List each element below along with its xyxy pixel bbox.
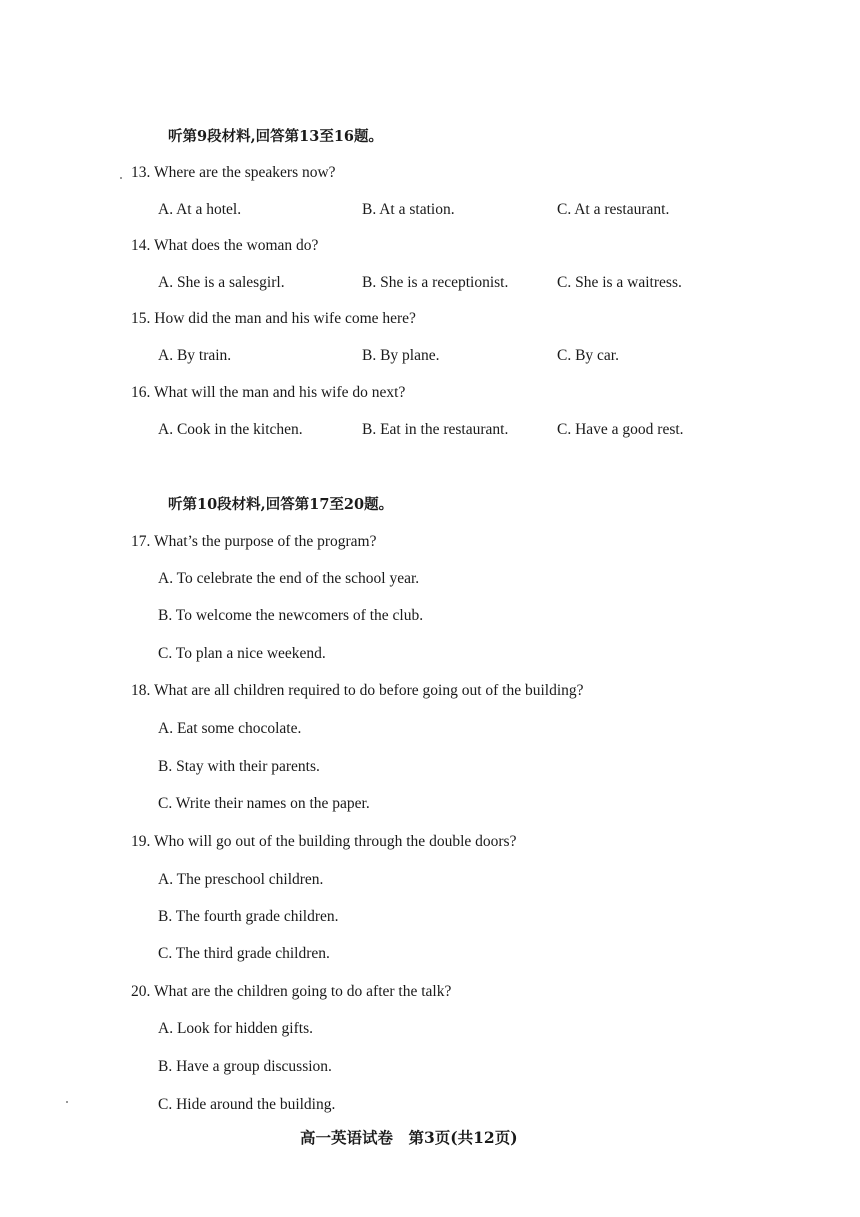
option-a: A. Cook in the kitchen. [158, 421, 303, 438]
option-c: C. The third grade children. [158, 945, 330, 962]
question-stem: 20. What are the children going to do after the talk? [131, 983, 452, 1000]
option-a: A. Eat some chocolate. [158, 720, 302, 737]
option-b: B. Eat in the restaurant. [362, 421, 509, 438]
option-b: B. She is a receptionist. [362, 274, 509, 291]
option-b: B. By plane. [362, 347, 440, 364]
section-header: 听第9段材料,回答第13至16题。 [168, 128, 383, 145]
option-c: C. Have a good rest. [557, 421, 684, 438]
option-b: B. Have a group discussion. [158, 1058, 332, 1075]
option-c: C. To plan a nice weekend. [158, 645, 326, 662]
option-c: C. She is a waitress. [557, 274, 682, 291]
option-c: C. Hide around the building. [158, 1096, 336, 1113]
option-a: A. At a hotel. [158, 201, 242, 218]
option-b: B. Stay with their parents. [158, 758, 320, 775]
option-b: B. At a station. [362, 201, 455, 218]
option-a: A. To celebrate the end of the school year. [158, 570, 420, 587]
option-a: A. She is a salesgirl. [158, 274, 285, 291]
question-stem: 15. How did the man and his wife come here? [131, 310, 416, 327]
option-a: A. Look for hidden gifts. [158, 1020, 313, 1037]
scan-speck [66, 1101, 68, 1103]
scan-speck [120, 177, 122, 179]
option-c: C. By car. [557, 347, 619, 364]
option-a: A. By train. [158, 347, 232, 364]
question-stem: 14. What does the woman do? [131, 237, 319, 254]
option-b: B. The fourth grade children. [158, 908, 339, 925]
page-footer: 高一英语试卷 第3页(共12页) [300, 1128, 518, 1147]
question-stem: 17. What’s the purpose of the program? [131, 533, 377, 550]
option-c: C. At a restaurant. [557, 201, 670, 218]
option-c: C. Write their names on the paper. [158, 795, 370, 812]
option-b: B. To welcome the newcomers of the club. [158, 607, 424, 624]
question-stem: 16. What will the man and his wife do next? [131, 384, 406, 401]
question-stem: 13. Where are the speakers now? [131, 164, 336, 181]
question-stem: 19. Who will go out of the building through the double doors? [131, 833, 517, 850]
section-header: 听第10段材料,回答第17至20题。 [168, 496, 394, 513]
option-a: A. The preschool children. [158, 871, 324, 888]
question-stem: 18. What are all children required to do before going out of the building? [131, 682, 584, 699]
